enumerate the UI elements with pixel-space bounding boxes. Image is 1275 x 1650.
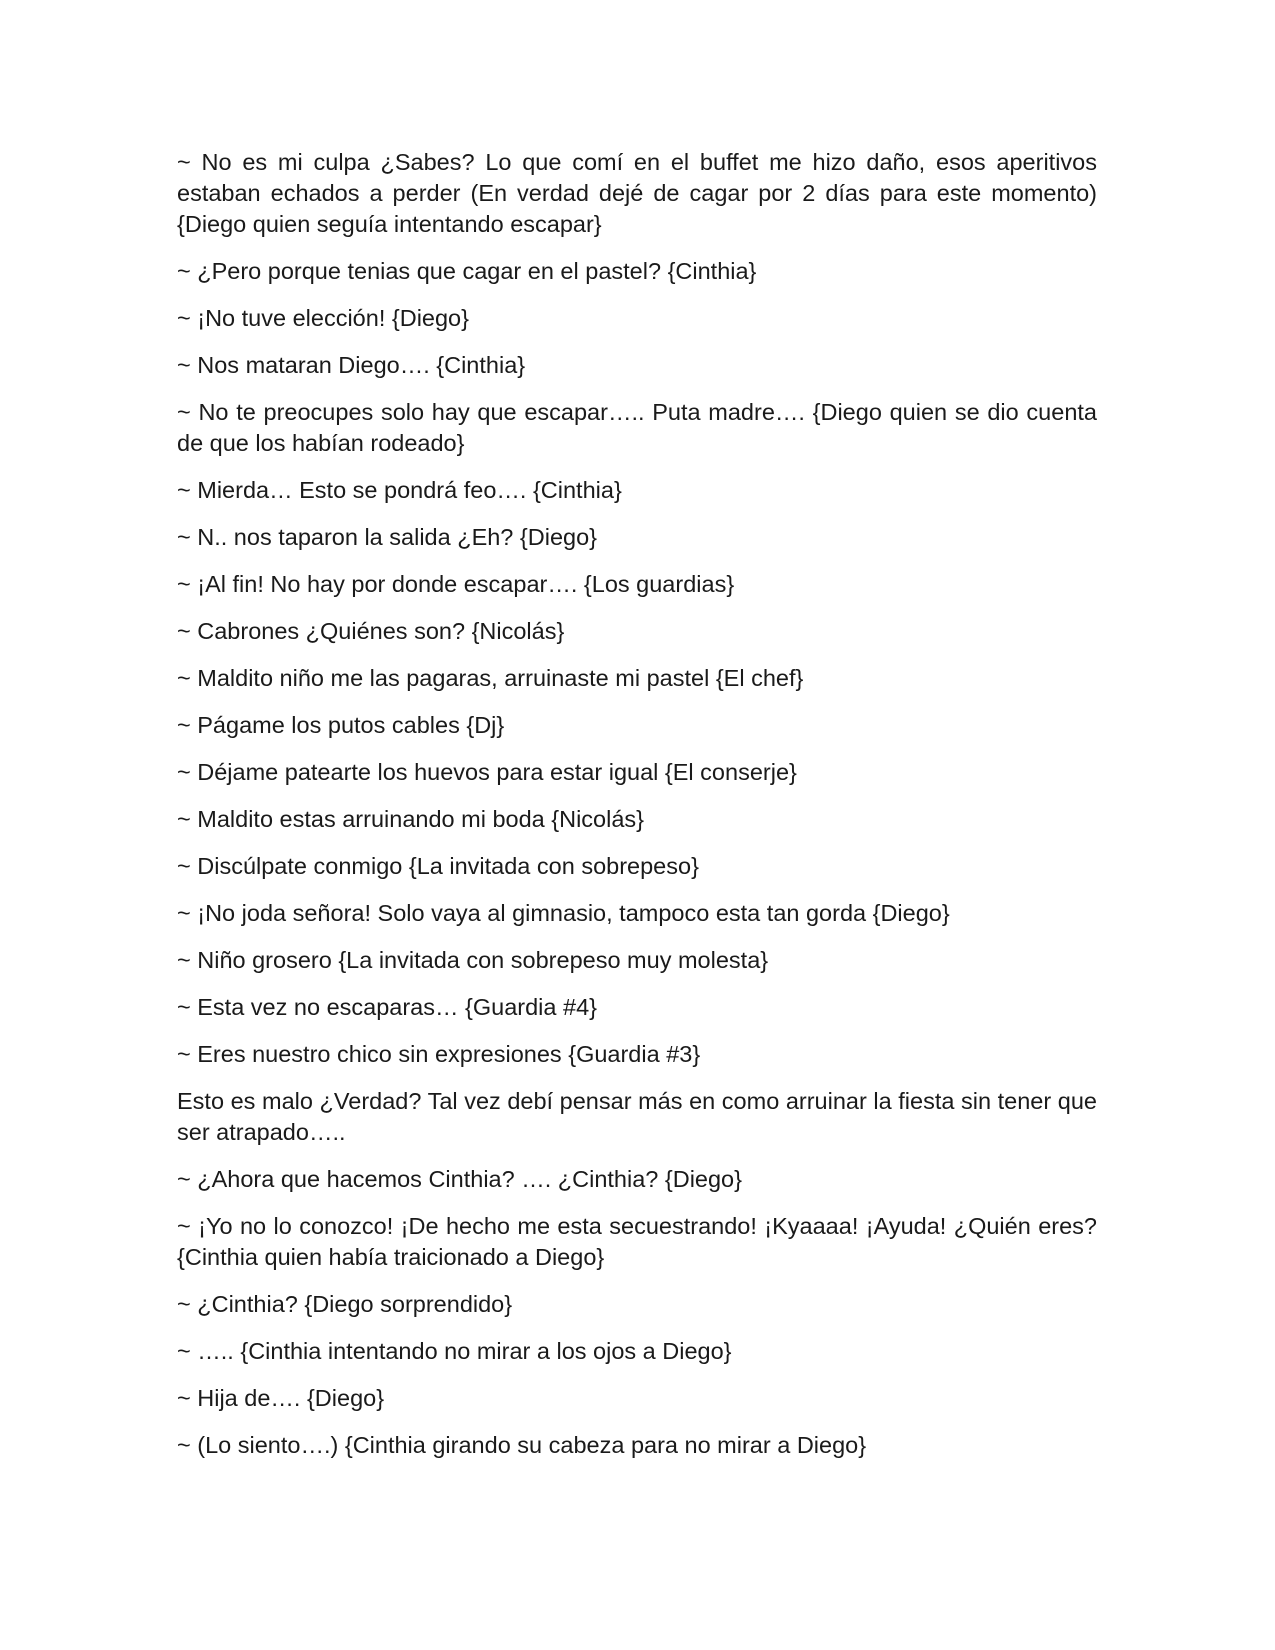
paragraph-10: ~ Maldito niño me las pagaras, arruinaste mi pastel {El chef}	[177, 665, 804, 691]
paragraph-20: ~ ¿Ahora que hacemos Cinthia? …. ¿Cinthia? {Diego}	[177, 1166, 742, 1192]
document-page	[177, 147, 1097, 1477]
paragraph-11: ~ Págame los putos cables {Dj}	[177, 712, 505, 738]
paragraph-13: ~ Maldito estas arruinando mi boda {Nicolás}	[177, 806, 645, 832]
paragraph-14: ~ Discúlpate conmigo {La invitada con sobrepeso}	[177, 853, 699, 879]
paragraph-24: ~ Hija de…. {Diego}	[177, 1385, 385, 1411]
paragraph-4: ~ Nos mataran Diego…. {Cinthia}	[177, 352, 526, 378]
paragraph-17: ~ Esta vez no escaparas… {Guardia #4}	[177, 994, 597, 1020]
paragraph-23: ~ ….. {Cinthia intentando no mirar a los ojos a Diego}	[177, 1338, 732, 1364]
paragraph-9: ~ Cabrones ¿Quiénes son? {Nicolás}	[177, 618, 565, 644]
paragraph-3: ~ ¡No tuve elección! {Diego}	[177, 305, 469, 331]
paragraph-16: ~ Niño grosero {La invitada con sobrepeso muy molesta}	[177, 947, 769, 973]
paragraph-22: ~ ¿Cinthia? {Diego sorprendido}	[177, 1291, 513, 1317]
paragraph-2: ~ ¿Pero porque tenias que cagar en el pastel? {Cinthia}	[177, 258, 757, 284]
paragraph-7: ~ N.. nos taparon la salida ¿Eh? {Diego}	[177, 524, 598, 550]
paragraph-6: ~ Mierda… Esto se pondrá feo…. {Cinthia}	[177, 477, 622, 503]
paragraph-12: ~ Déjame patearte los huevos para estar igual {El conserje}	[177, 759, 797, 785]
paragraph-15: ~ ¡No joda señora! Solo vaya al gimnasio, tampoco esta tan gorda {Diego}	[177, 900, 950, 926]
paragraph-25: ~ (Lo siento….) {Cinthia girando su cabeza para no mirar a Diego}	[177, 1432, 867, 1458]
paragraph-21: ~ ¡Yo no lo conozco! ¡De hecho me esta secuestrando! ¡Kyaaaa! ¡Ayuda! ¿Quién eres? {Cinthia quien había traicionado a Diego}	[177, 1213, 1097, 1270]
paragraph-19: Esto es malo ¿Verdad? Tal vez debí pensar más en como arruinar la fiesta sin tener que ser atrapado…..	[177, 1088, 1097, 1145]
paragraph-18: ~ Eres nuestro chico sin expresiones {Guardia #3}	[177, 1041, 701, 1067]
paragraph-5: ~ No te preocupes solo hay que escapar….. Puta madre…. {Diego quien se dio cuenta de que los habían rodeado}	[177, 399, 1097, 456]
paragraph-1: ~ No es mi culpa ¿Sabes? Lo que comí en el buffet me hizo daño, esos aperitivos estaban echados a perder (En verdad dejé de cagar por 2 días para este momento) {Diego quien seguía intentando escapar}	[177, 149, 1097, 237]
paragraph-8: ~ ¡Al fin! No hay por donde escapar…. {Los guardias}	[177, 571, 735, 597]
